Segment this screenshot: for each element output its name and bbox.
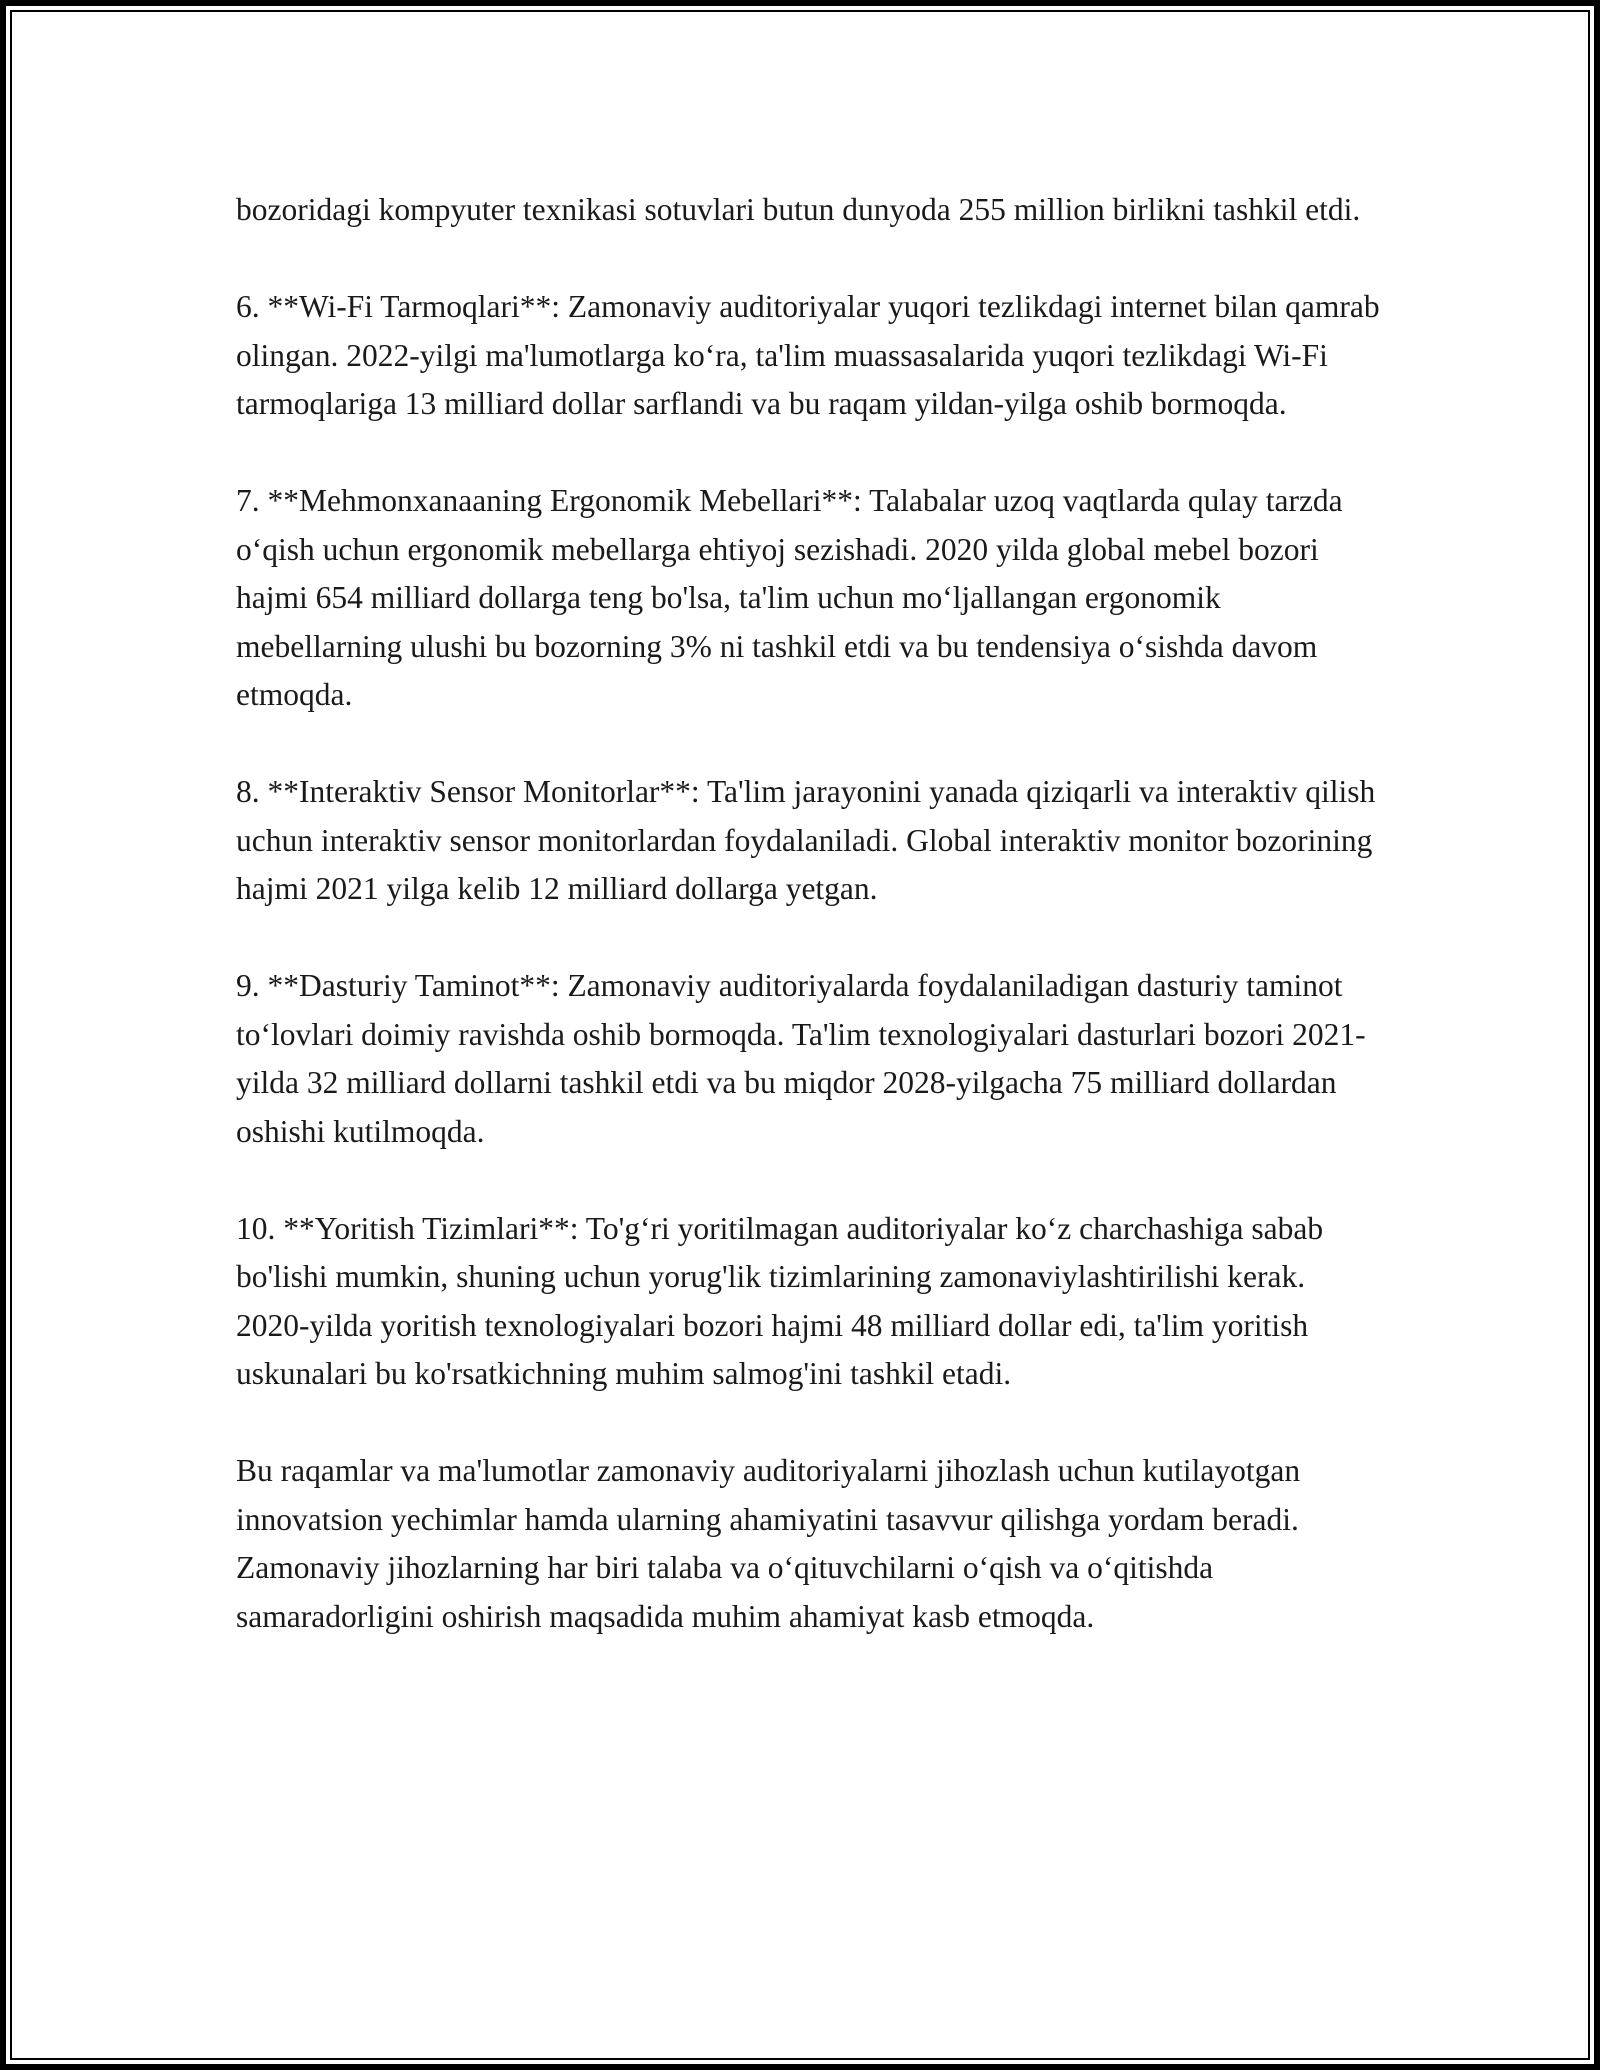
paragraph-lighting-systems: 10. **Yoritish Tizimlari**: To'g‘ri yoritilmagan auditoriyalar ko‘z charchashiga sabab bo'lishi mumkin, shuning uchun yorug'lik tizimlarining zamonaviylashtirilishi kerak. 2020-yilda yoritish texnologiyalari bozori hajmi 48 milliard dollar edi, ta'lim yoritish uskunalari bu ko'rsatkichning muhim salmog'ini tashkil etadi. xyxy=(236,1210,1324,1391)
paragraph-software: 9. **Dasturiy Taminot**: Zamonaviy auditoriyalarda foydalaniladigan dasturiy taminot to‘lovlari doimiy ravishda oshib bormoqda. Ta'lim texnologiyalari dasturlari bozori 2021-yilda 32 milliard dollarni tashkil etdi va bu miqdor 2028-yilgacha 75 milliard dollardan oshishi kutilmoqda. xyxy=(236,968,1366,1149)
paragraph-ergonomic-furniture: 7. **Mehmonxanaaning Ergonomik Mebellari**: Talabalar uzoq vaqtlarda qulay tarzda o‘qish uchun ergonomik mebellarga ehtiyoj sezishadi. 2020 yilda global mebel bozori hajmi 654 milliard dollarga teng bo'lsa, ta'lim uchun mo‘ljallangan ergonomik mebellarning ulushi bu bozorning 3% ni tashkil etdi va bu tendensiya o‘sishda davom etmoqda. xyxy=(236,483,1343,712)
paragraph-interactive-monitors: 8. **Interaktiv Sensor Monitorlar**: Ta'lim jarayonini yanada qiziqarli va interaktiv qilish uchun interaktiv sensor monitorlardan foydalaniladi. Global interaktiv monitor bozorining hajmi 2021 yilga kelib 12 milliard dollarga yetgan. xyxy=(236,774,1376,906)
paragraph-wifi-networks: 6. **Wi-Fi Tarmoqlari**: Zamonaviy auditoriyalar yuqori tezlikdagi internet bilan qamrab olingan. 2022-yilgi ma'lumotlarga ko‘ra, ta'lim muassasalarida yuqori tezlikdagi Wi-Fi tarmoqlariga 13 milliard dollar sarflandi va bu raqam yildan-yilga oshib bormoqda. xyxy=(236,289,1380,421)
paragraph-continuation: bozoridagi kompyuter texnikasi sotuvlari butun dunyoda 255 million birlikni tashkil etdi. xyxy=(236,192,1361,227)
paragraph-conclusion: Bu raqamlar va ma'lumotlar zamonaviy auditoriyalarni jihozlash uchun kutilayotgan innovatsion yechimlar hamda ularning ahamiyatini tasavvur qilishga yordam beradi. Zamonaviy jihozlarning har biri talaba va o‘qituvchilarni o‘qish va o‘qitishda samaradorligini oshirish maqsadida muhim ahamiyat kasb etmoqda. xyxy=(236,1453,1301,1634)
document-body xyxy=(236,186,1386,1641)
